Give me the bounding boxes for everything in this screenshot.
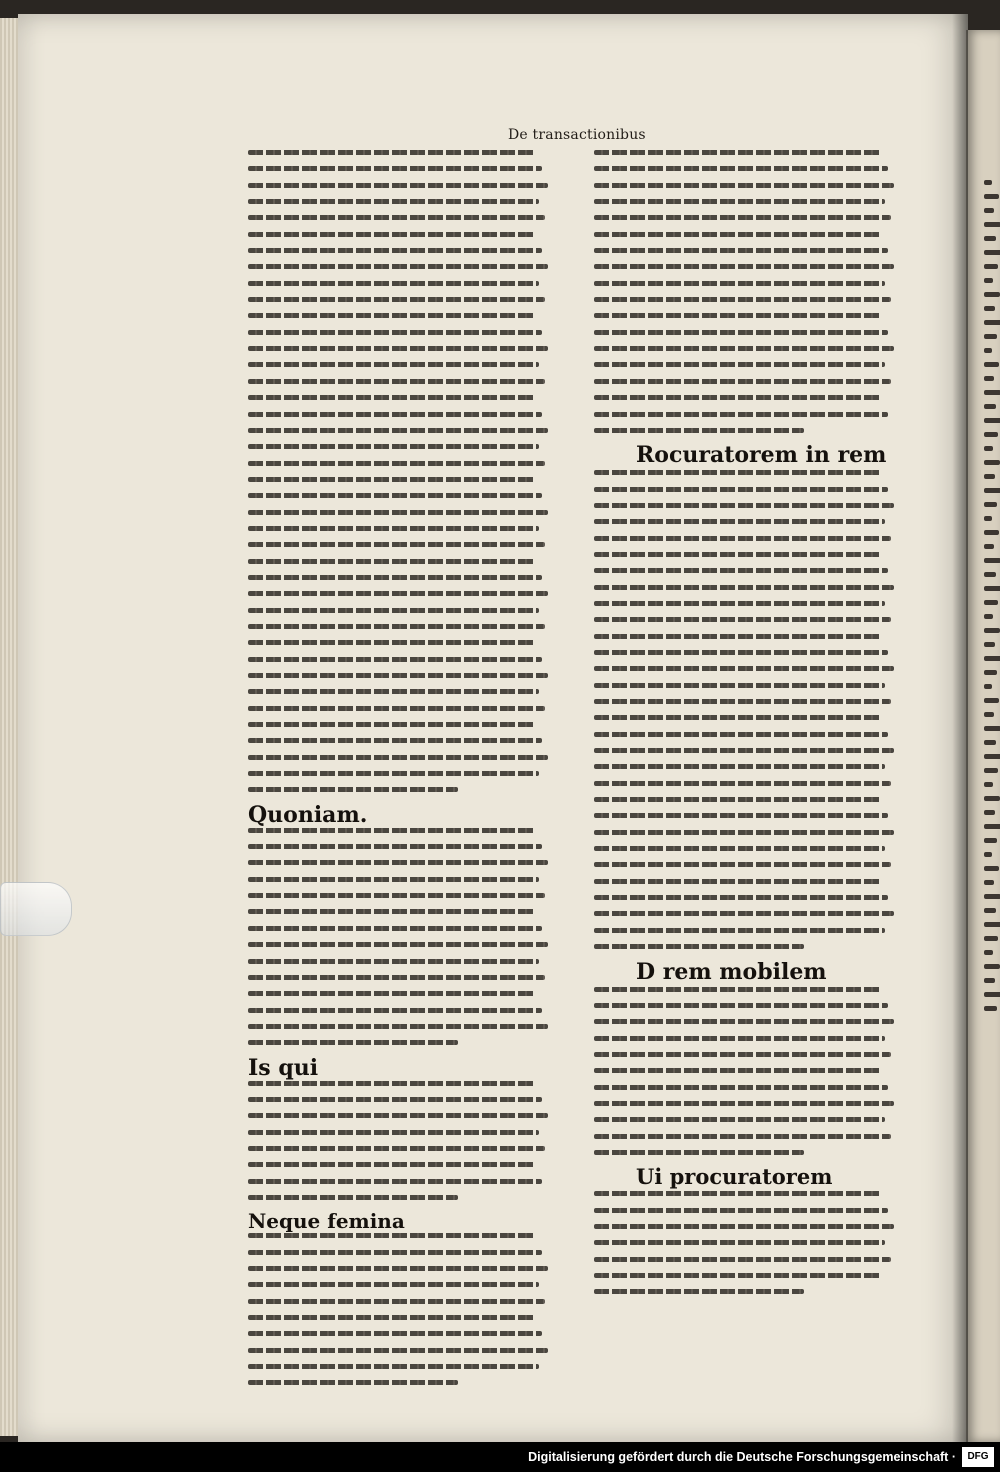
text-line <box>248 722 536 727</box>
text-line <box>248 477 536 482</box>
facing-page-text-line <box>984 908 996 913</box>
text-line <box>594 150 882 155</box>
text-line <box>248 510 548 515</box>
facing-page-text-line <box>984 362 999 367</box>
text-line <box>248 232 536 237</box>
facing-page-text-line <box>984 754 1000 759</box>
text-line <box>248 575 542 580</box>
facing-page-text-line <box>984 208 994 213</box>
text-line <box>594 830 894 835</box>
facing-page-text-line <box>984 964 1000 969</box>
text-line <box>594 313 882 318</box>
text-line <box>594 666 894 671</box>
text-line <box>248 1250 542 1255</box>
facing-page-text-line <box>984 348 992 353</box>
text-line <box>594 519 885 524</box>
running-head: De transactionibus <box>508 127 646 143</box>
text-line <box>248 755 548 760</box>
facing-page-text-line <box>984 628 1000 633</box>
left-section-is-qui <box>248 1054 548 1081</box>
text-line <box>594 1068 882 1073</box>
heading-ui-procuratorem: Ui procuratorem <box>636 1164 833 1190</box>
text-line <box>248 412 542 417</box>
text-line <box>248 673 548 678</box>
text-line <box>248 379 545 384</box>
text-line <box>248 877 539 882</box>
facing-page-text-line <box>984 418 1000 423</box>
right-text-block-2 <box>594 470 894 949</box>
facing-page-text-line <box>984 488 1000 493</box>
facing-page-edge <box>966 30 1000 1442</box>
text-line <box>594 552 882 557</box>
facing-page-text-line <box>984 1006 997 1011</box>
facing-page-text-line <box>984 502 997 507</box>
text-line <box>248 542 545 547</box>
text-line <box>594 1019 894 1024</box>
text-line <box>248 1282 539 1287</box>
text-line <box>594 846 885 851</box>
text-line <box>248 1364 539 1369</box>
text-line <box>248 1315 536 1320</box>
text-line <box>594 862 891 867</box>
text-line <box>594 362 885 367</box>
text-line <box>594 215 891 220</box>
facing-page-text-line <box>984 656 1000 661</box>
text-line <box>594 297 891 302</box>
left-text-block-2 <box>248 828 548 1045</box>
heading-quoniam: Quoniam. <box>248 801 368 828</box>
facing-page-text-line <box>984 936 998 941</box>
text-line <box>248 942 548 947</box>
left-section-neque-femina <box>248 1209 548 1234</box>
facing-page-text-line <box>984 530 999 535</box>
text-line <box>594 199 885 204</box>
text-line <box>248 395 536 400</box>
facing-page-text-line <box>984 404 996 409</box>
facing-page-text-line <box>984 950 993 955</box>
text-line <box>594 1036 885 1041</box>
facing-page-text-line <box>984 768 998 773</box>
text-line <box>248 591 548 596</box>
text-line <box>594 568 888 573</box>
facing-page-text-line <box>984 600 998 605</box>
text-line <box>594 634 882 639</box>
text-line <box>248 1195 458 1200</box>
text-line <box>594 895 888 900</box>
text-line <box>248 640 536 645</box>
text-line <box>248 264 548 269</box>
text-line <box>248 297 545 302</box>
text-line <box>248 1113 548 1118</box>
facing-page-text-line <box>984 838 997 843</box>
facing-page-text-line <box>984 992 1000 997</box>
facing-page-text-line <box>984 726 1000 731</box>
facing-page-text-line <box>984 516 992 521</box>
right-text-column <box>594 150 894 1306</box>
text-line <box>248 1266 548 1271</box>
text-line <box>594 1240 885 1245</box>
text-line <box>594 330 888 335</box>
text-line <box>248 248 542 253</box>
text-line <box>248 1024 548 1029</box>
text-line <box>594 585 894 590</box>
dfg-logo: DFG <box>962 1447 994 1467</box>
facing-page-text-line <box>984 866 999 871</box>
facing-page-text-line <box>984 698 999 703</box>
text-line <box>248 1097 542 1102</box>
text-line <box>594 683 885 688</box>
footer-credit: Digitalisierung gefördert durch die Deutsche Forschungsgemeinschaft · <box>528 1450 956 1464</box>
text-line <box>248 959 539 964</box>
text-line <box>594 699 891 704</box>
text-line <box>248 828 536 833</box>
text-line <box>594 183 894 188</box>
facing-page-text-line <box>984 880 994 885</box>
facing-page-text-line <box>984 684 992 689</box>
facing-page-text-line <box>984 740 996 745</box>
text-line <box>248 975 545 980</box>
facing-page-text-line <box>984 670 997 675</box>
text-line <box>248 738 542 743</box>
facing-page-text-line <box>984 432 998 437</box>
text-line <box>594 503 894 508</box>
text-line <box>594 1289 804 1294</box>
text-line <box>248 706 545 711</box>
facing-page-text-line <box>984 474 995 479</box>
facing-page-text-line <box>984 236 996 241</box>
heading-neque-femina: Neque femina <box>248 1209 405 1234</box>
text-line <box>594 346 894 351</box>
text-line <box>248 215 545 220</box>
text-line <box>594 536 891 541</box>
text-line <box>594 1150 804 1155</box>
text-line <box>594 813 888 818</box>
text-line <box>594 797 882 802</box>
text-line <box>248 608 539 613</box>
text-line <box>248 526 539 531</box>
text-line <box>248 771 539 776</box>
text-line <box>594 601 885 606</box>
text-line <box>594 748 894 753</box>
text-line <box>594 470 882 475</box>
right-section-rem-mobilem <box>594 958 894 985</box>
spine-shadow <box>952 14 968 1442</box>
text-line <box>594 732 888 737</box>
text-line <box>594 1085 888 1090</box>
text-line <box>248 1233 536 1238</box>
text-line <box>248 1348 548 1353</box>
text-line <box>594 379 891 384</box>
facing-page-text-line <box>984 558 1000 563</box>
text-line <box>594 1052 891 1057</box>
text-line <box>594 412 888 417</box>
left-text-column <box>248 150 548 1397</box>
right-text-block-4 <box>594 1191 894 1294</box>
text-line <box>594 911 894 916</box>
right-text-block-3 <box>594 987 894 1155</box>
text-line <box>594 1191 882 1196</box>
digitization-footer <box>0 1442 1000 1472</box>
text-line <box>248 461 545 466</box>
facing-page-text-line <box>984 292 1000 297</box>
text-line <box>248 330 542 335</box>
text-line <box>248 346 548 351</box>
text-line <box>594 1003 888 1008</box>
left-text-block-1 <box>248 150 548 792</box>
text-line <box>248 1380 458 1385</box>
text-line <box>248 1162 536 1167</box>
text-line <box>248 624 545 629</box>
text-line <box>248 1331 542 1336</box>
facing-page-text-line <box>984 894 1000 899</box>
facing-page-text-line <box>984 572 996 577</box>
text-line <box>594 248 888 253</box>
text-line <box>594 281 885 286</box>
text-line <box>248 428 548 433</box>
facing-page-text-line <box>984 194 999 199</box>
text-line <box>594 428 804 433</box>
facing-page-text-line <box>984 376 994 381</box>
facing-page-text-line <box>984 460 1000 465</box>
text-line <box>248 150 536 155</box>
facing-page-text-line <box>984 320 1000 325</box>
text-line <box>248 1008 542 1013</box>
left-section-quoniam <box>248 801 548 828</box>
text-line <box>248 1146 545 1151</box>
facing-page-text-line <box>984 978 995 983</box>
facing-page-text-line <box>984 782 993 787</box>
text-line <box>594 617 891 622</box>
text-line <box>248 313 536 318</box>
text-line <box>248 362 539 367</box>
facing-page-text-line <box>984 264 998 269</box>
facing-page-text-line <box>984 334 997 339</box>
text-line <box>248 281 539 286</box>
text-line <box>594 1257 891 1262</box>
facing-page-text-line <box>984 250 1000 255</box>
text-line <box>594 264 894 269</box>
text-line <box>594 395 882 400</box>
text-line <box>594 879 882 884</box>
text-line <box>594 928 885 933</box>
text-line <box>594 1224 894 1229</box>
facing-page-text-line <box>984 824 1000 829</box>
facing-page-text-line <box>984 390 1000 395</box>
heading-rem-mobilem: D rem mobilem <box>636 958 827 985</box>
text-line <box>594 987 882 992</box>
text-line <box>594 715 882 720</box>
text-line <box>248 909 536 914</box>
text-line <box>248 1179 542 1184</box>
text-line <box>248 1081 536 1086</box>
text-line <box>248 166 542 171</box>
heading-is-qui: Is qui <box>248 1054 319 1081</box>
text-line <box>248 1040 458 1045</box>
facing-page-text-line <box>984 222 1000 227</box>
facing-page-text-line <box>984 306 995 311</box>
text-line <box>248 860 548 865</box>
facing-page-text-line <box>984 810 995 815</box>
facing-page-text-line <box>984 642 995 647</box>
text-line <box>248 844 542 849</box>
text-line <box>594 1208 888 1213</box>
text-line <box>248 991 536 996</box>
facing-page-text-line <box>984 922 1000 927</box>
text-line <box>594 1117 885 1122</box>
text-line <box>248 926 542 931</box>
right-section-ui-procuratorem <box>594 1164 894 1190</box>
text-line <box>594 944 804 949</box>
facing-page-text-line <box>984 278 993 283</box>
facing-page-text-line <box>984 852 992 857</box>
text-line <box>594 650 888 655</box>
right-section-procuratorem <box>594 442 894 469</box>
facing-page-text-line <box>984 180 992 185</box>
text-line <box>248 183 548 188</box>
facing-page-text-line <box>984 614 993 619</box>
text-line <box>248 787 458 792</box>
text-line <box>248 689 539 694</box>
heading-procuratorem-in-rem: Rocuratorem in rem <box>636 442 887 469</box>
text-line <box>594 1273 882 1278</box>
text-line <box>594 1134 891 1139</box>
text-line <box>594 764 885 769</box>
text-line <box>248 444 539 449</box>
text-line <box>248 893 545 898</box>
text-line <box>248 657 542 662</box>
text-line <box>594 1101 894 1106</box>
facing-page-text-line <box>984 544 994 549</box>
left-text-block-4 <box>248 1233 548 1385</box>
facing-page-text-line <box>984 446 993 451</box>
text-line <box>594 487 888 492</box>
text-line <box>248 1130 539 1135</box>
text-line <box>248 493 542 498</box>
text-line <box>248 199 539 204</box>
facing-page-text-line <box>984 796 1000 801</box>
text-line <box>248 559 536 564</box>
right-text-block-1 <box>594 150 894 433</box>
clear-page-clip <box>0 882 72 936</box>
text-line <box>594 232 882 237</box>
text-line <box>248 1299 545 1304</box>
text-line <box>594 166 888 171</box>
text-line <box>594 781 891 786</box>
facing-page-text-line <box>984 712 994 717</box>
left-text-block-3 <box>248 1081 548 1200</box>
facing-page-text-line <box>984 586 1000 591</box>
